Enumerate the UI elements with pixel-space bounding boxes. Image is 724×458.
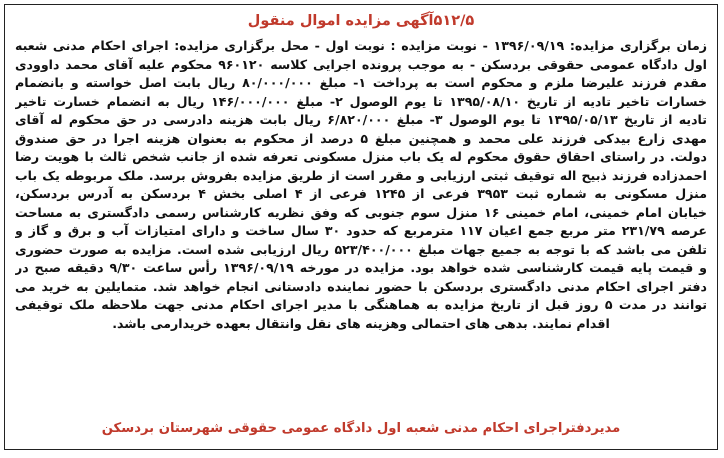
notice-line: منزل مسکونی به شماره ثبت ۳۹۵۳ فرعی از ۱۲۴۵ فرعی از ۴ اصلی بخش ۴ بردسکن به آدرس بردسکن، [15, 186, 707, 201]
notice-line: احمدزاده فرزند ذبیح اله توقیف ثبتی ارزیابی و مقرر است از طریق مزایده بفروش برسد. ملک مربوطه یک باب [15, 167, 707, 183]
notice-body [15, 37, 707, 333]
notice-line: و قیمت پایه قیمت کارشناسی شده خواهد بود. مزایده در مورخه ۱۳۹۶/۰۹/۱۹ رأس ساعت ۹/۳۰ دقیقه صبح در [15, 260, 707, 275]
notice-signature: مدیردفتراجرای احکام مدنی شعبه اول دادگاه عمومی حقوقی شهرستان بردسکن [101, 421, 621, 436]
notice-line: خسارات تاخیر تادیه از تاریخ ۱۳۹۵/۰۸/۱۰ تا یوم الوصول ۲- مبلغ ۱۴۶/۰۰۰/۰۰۰ ریال به انضمام خسارت تاخیر [15, 93, 707, 109]
notice-title: ۵۱۲/۵آگهی مزایده اموال منقول [247, 13, 475, 29]
notice-line: مهدی زارع بیدکی فرزند علی محمد و همچنین مبلغ ۵ درصد از محکوم به بعنوان هزینه اجرا در حق صندوق [15, 130, 707, 146]
notice-line: توانند در مدت ۵ روز قبل از تاریخ مزایده به هماهنگی با مدیر اجرای احکام مدنی جهت ملاحظه ملک توقیفی [15, 297, 707, 312]
notice-line: عرصه ۲۳۱/۷۹ متر مربع جمع اعیان ۱۱۷ مترمربع که حدود ۳۰ سال ساخت و دارای امتیازات آب و برق و گاز و [15, 223, 707, 238]
notice-line: مقدم فرزند علیرضا ملزم و محکوم است به پرداخت ۱- مبلغ ۸۰/۰۰۰/۰۰۰ ریال بابت اصل خواسته و بانضمام [15, 75, 707, 90]
notice-line: زمان برگزاری مزایده: ۱۳۹۶/۰۹/۱۹ - نوبت مزایده : نوبت اول - محل برگزاری مزایده: اجرای احکام مدنی شعبه [15, 38, 707, 53]
auction-notice [4, 4, 718, 450]
notice-line: دفتر اجرای احکام مدنی دادگستری بردسکن با حضور نماینده دادستانی انجام خواهد شد. متمایلین به خرید می [15, 278, 707, 294]
notice-line: خیابان امام خمینی، امام خمینی ۱۶ منزل سوم جنوبی که وفق نظریه کارشناس رسمی دادگستری به مساحت [15, 204, 707, 220]
notice-line: دولت. در راستای احقاق حقوق محکوم له یک باب منزل مسکونی تعرفه شده از جانب شخص ثالث با هویت رضا [15, 149, 707, 164]
notice-line: اقدام نمایند. بدهی های احتمالی وهزینه های نقل وانتقال بعهده خریدارمی باشد. [112, 315, 610, 331]
notice-line: تلفن می باشد که با توجه به جمیع جهات مبلغ ۵۲۳/۴۰۰/۰۰۰ ریال ارزیابی شده است. مزایده به صورت حضوری [15, 241, 707, 257]
notice-line: تادیه از تاریخ ۱۳۹۵/۰۵/۱۳ تا یوم الوصول ۳- مبلغ ۶/۸۲۰/۰۰۰ ریال بابت هزینه دادرسی در حق محکوم له آقای [15, 112, 707, 127]
notice-line: اول دادگاه عمومی حقوقی بردسکن - به موجب پرونده اجرایی کلاسه ۹۶۰۱۲۰ محکوم علیه آقای محمد داوودی [15, 56, 707, 72]
